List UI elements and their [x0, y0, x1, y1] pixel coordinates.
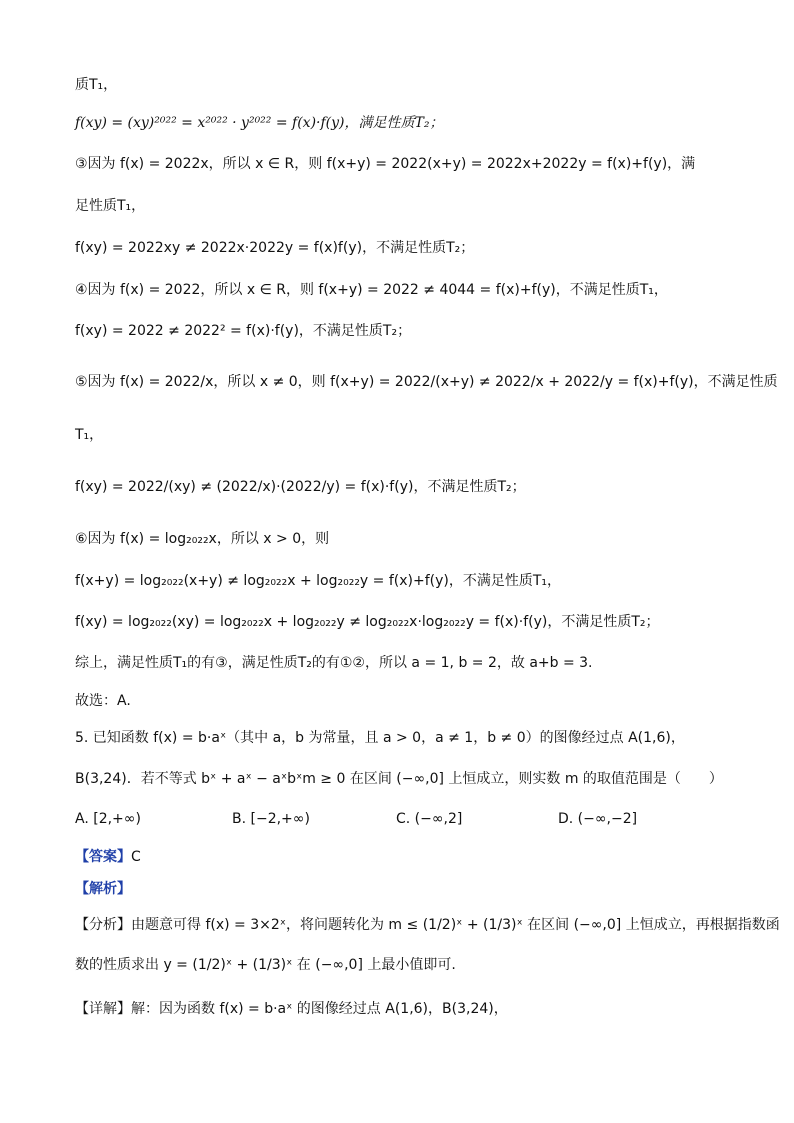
solution-line: f(xy) = 2022/(xy) ≠ (2022/x)·(2022/y) = f(x)·f(y)，不满足性质T₂；	[75, 479, 526, 495]
analysis-tag: 【解析】	[75, 881, 131, 897]
analysis-label: 【分析】	[75, 917, 131, 933]
answer-value: C	[131, 849, 141, 865]
option-a: A. [2,+∞)	[75, 811, 141, 827]
detail-line	[75, 998, 734, 1020]
answer-line	[75, 846, 734, 868]
option-b: B. [−2,+∞)	[232, 811, 310, 827]
solution-line: ⑤因为 f(x) = 2022/x，所以 x ≠ 0，则 f(x+y) = 2022/(x+y) ≠ 2022/x + 2022/y = f(x)+f(y)，不满足性质	[75, 374, 778, 390]
option-d: D. (−∞,−2]	[558, 811, 638, 827]
detail-text: 解：因为函数 f(x) = b·aˣ 的图像经过点 A(1,6)，B(3,24)，	[131, 1001, 508, 1017]
solution-line: f(xy) = (xy)²⁰²² = x²⁰²² · y²⁰²² = f(x)·f(y)，满足性质T₂；	[75, 115, 444, 131]
detail-label: 【详解】	[75, 1001, 131, 1017]
solution-line: f(x+y) = log₂₀₂₂(x+y) ≠ log₂₀₂₂x + log₂₀₂₂y = f(x)+f(y)，不满足性质T₁，	[75, 573, 562, 589]
solution-line: f(xy) = log₂₀₂₂(xy) = log₂₀₂₂x + log₂₀₂₂y ≠ log₂₀₂₂x·log₂₀₂₂y = f(x)·f(y)，不满足性质T₂；	[75, 614, 660, 630]
solution-line: f(xy) = 2022 ≠ 2022² = f(x)·f(y)，不满足性质T₂；	[75, 323, 412, 339]
solution-line: 足性质T₁，	[75, 198, 146, 214]
solution-line: ⑥因为 f(x) = log₂₀₂₂x，所以 x > 0，则	[75, 531, 330, 547]
solution-line: ③因为 f(x) = 2022x，所以 x ∈ R，则 f(x+y) = 2022(x+y) = 2022x+2022y = f(x)+f(y)，满	[75, 156, 696, 172]
question-line: B(3,24)．若不等式 bˣ + aˣ − aˣbˣm ≥ 0 在区间 (−∞,0] 上恒成立，则实数 m 的取值范围是（ ）	[75, 771, 723, 787]
option-c: C. (−∞,2]	[396, 811, 463, 827]
solution-line: ④因为 f(x) = 2022，所以 x ∈ R，则 f(x+y) = 2022 ≠ 4044 = f(x)+f(y)，不满足性质T₁，	[75, 282, 668, 298]
solution-line: f(xy) = 2022xy ≠ 2022x·2022y = f(x)f(y)，不满足性质T₂；	[75, 240, 475, 256]
solution-line: T₁，	[75, 427, 104, 443]
summary-line: 综上，满足性质T₁的有③，满足性质T₂的有①②，所以 a = 1, b = 2，故 a+b = 3.	[75, 655, 593, 671]
choice-line: 故选：A.	[75, 693, 131, 709]
analysis-line: 数的性质求出 y = (1/2)ˣ + (1/3)ˣ 在 (−∞,0] 上最小值即可.	[75, 957, 456, 973]
analysis-text: 由题意可得 f(x) = 3×2ˣ，将问题转化为 m ≤ (1/2)ˣ + (1/3)ˣ 在区间 (−∞,0] 上恒成立，再根据指数函	[131, 917, 780, 933]
analysis-line	[75, 914, 780, 936]
question-line: 5. 已知函数 f(x) = b·aˣ（其中 a，b 为常量，且 a > 0，a ≠ 1，b ≠ 0）的图像经过点 A(1,6)，	[75, 730, 685, 746]
solution-line: 质T₁，	[75, 77, 118, 93]
analysis-header	[75, 878, 734, 900]
answer-tag: 【答案】	[75, 849, 131, 865]
